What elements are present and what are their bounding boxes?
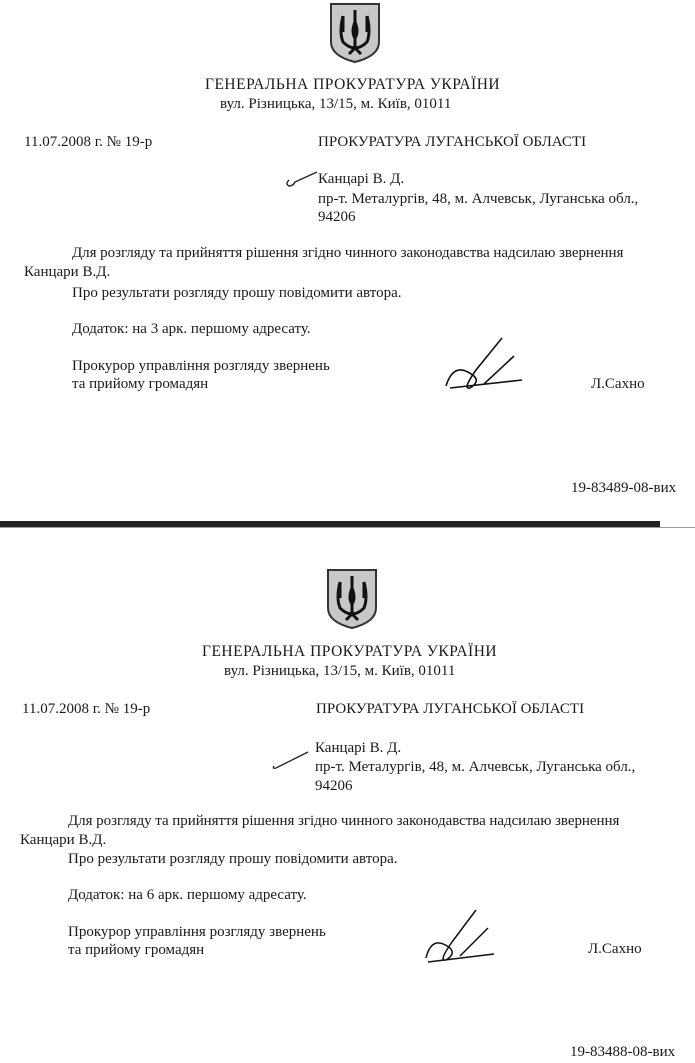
letter-1 — [0, 0, 695, 522]
date-number: 11.07.2008 г. № 19-р — [24, 134, 153, 150]
check-mark-icon — [283, 170, 319, 188]
attachment-note: Додаток: на 6 арк. першому адресату. — [68, 887, 307, 903]
document-reference: 19-83488-08-вих — [570, 1044, 676, 1060]
body-line-1: Для розгляду та прийняття рішення згідно чинного законодавства надсилаю звернення — [68, 813, 620, 829]
addressee-name: Канцарі В. Д. — [318, 171, 405, 187]
position-line-2: та прийому громадян — [72, 376, 209, 392]
body-line-1: Для розгляду та прийняття рішення згідно чинного законодавства надсилаю звернення — [72, 245, 624, 261]
signatory-name: Л.Сахно — [591, 376, 645, 392]
org-name: ГЕНЕРАЛЬНА ПРОКУРАТУРА УКРАЇНИ — [202, 643, 498, 660]
addressee-address-line-2: 94206 — [315, 778, 353, 794]
signatory-name: Л.Сахно — [588, 941, 642, 957]
signature — [440, 336, 530, 394]
check-mark-icon — [270, 750, 310, 770]
trident-emblem-icon — [329, 2, 381, 64]
letter-2 — [0, 530, 695, 1063]
recipient-org: ПРОКУРАТУРА ЛУГАНСЬКОЇ ОБЛАСТІ — [316, 701, 585, 717]
page-divider-thin — [0, 527, 695, 528]
body-line-3: Про результати розгляду прошу повідомити автора. — [68, 851, 398, 867]
org-address: вул. Різницька, 13/15, м. Київ, 01011 — [224, 663, 456, 679]
recipient-org: ПРОКУРАТУРА ЛУГАНСЬКОЇ ОБЛАСТІ — [318, 134, 587, 150]
document-reference: 19-83489-08-вих — [571, 480, 677, 496]
body-line-3: Про результати розгляду прошу повідомити автора. — [72, 285, 402, 301]
addressee-name: Канцарі В. Д. — [315, 740, 402, 756]
org-address: вул. Різницька, 13/15, м. Київ, 01011 — [220, 96, 452, 112]
body-line-2: Канцари В.Д. — [20, 832, 107, 848]
org-name: ГЕНЕРАЛЬНА ПРОКУРАТУРА УКРАЇНИ — [205, 76, 501, 93]
attachment-note: Додаток: на 3 арк. першому адресату. — [72, 321, 311, 337]
trident-emblem-icon — [326, 568, 378, 630]
position-line-1: Прокурор управління розгляду звернень — [72, 358, 330, 374]
position-line-2: та прийому громадян — [68, 942, 205, 958]
addressee-address-line-1: пр-т. Металургів, 48, м. Алчевськ, Луганська обл., — [318, 191, 639, 207]
position-line-1: Прокурор управління розгляду звернень — [68, 924, 326, 940]
addressee-address-line-1: пр-т. Металургів, 48, м. Алчевськ, Луганська обл., — [315, 759, 636, 775]
date-number: 11.07.2008 г. № 19-р — [22, 701, 151, 717]
body-line-2: Канцари В.Д. — [24, 264, 111, 280]
addressee-address-line-2: 94206 — [318, 209, 356, 225]
signature — [420, 906, 500, 966]
